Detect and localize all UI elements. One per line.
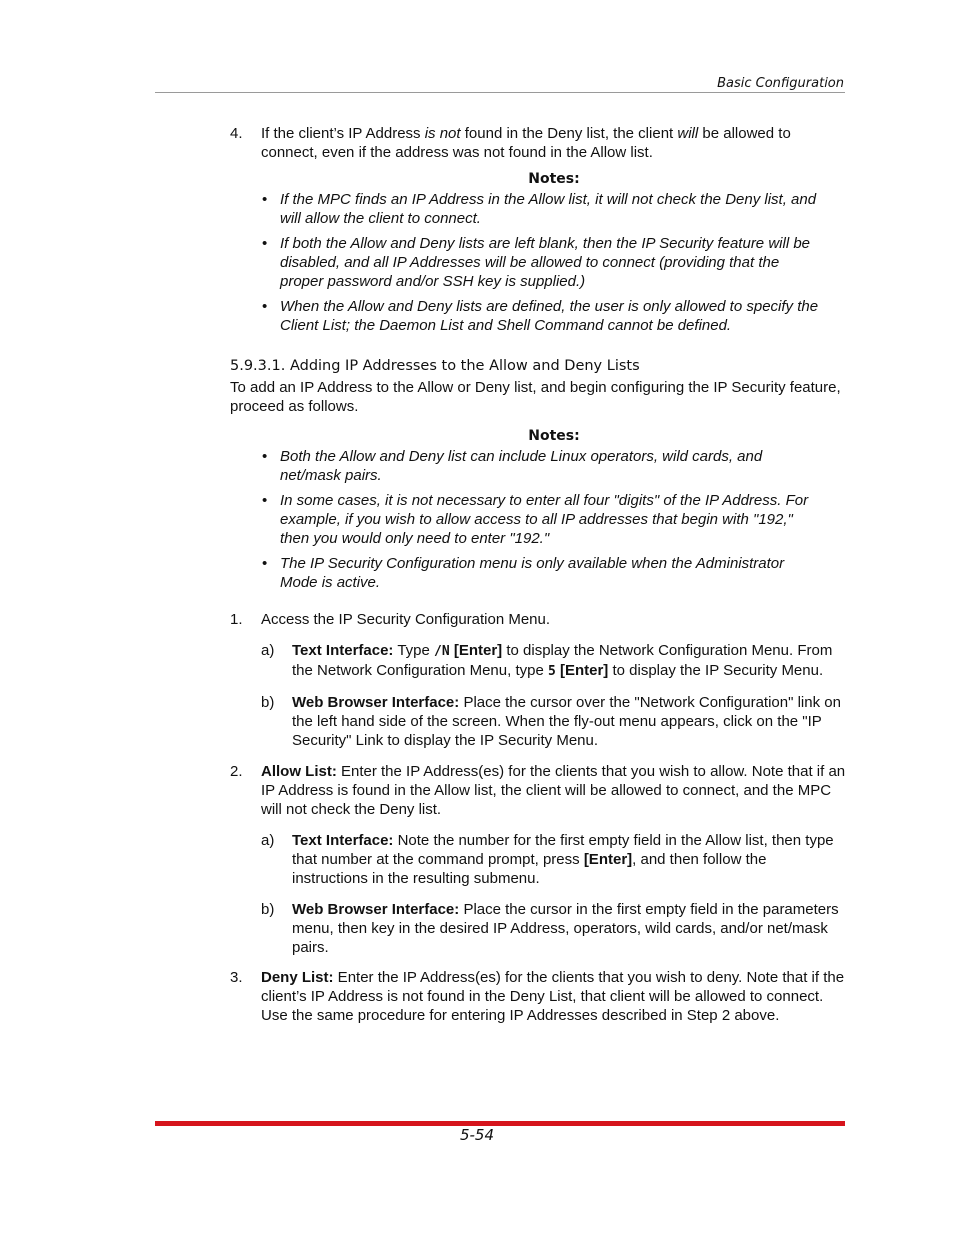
step-text: Enter the IP Address(es) for the clients that you wish to allow. Note that if an IP Address is found in the Allow list, the client will be allowed to connect, and the MPC will not check the Deny list. — [261, 763, 846, 818]
section-heading: 5.9.3.1. Adding IP Addresses to the Allow and Deny Lists — [230, 358, 640, 374]
note-text: In some cases, it is not necessary to enter all four "digits" of the IP Address. For example, if you wish to allow access to all IP addresses that begin with "192," then you would only need to enter "192." — [280, 492, 809, 547]
step-text: found in the Deny list, the client — [460, 125, 678, 142]
notes-box — [230, 170, 846, 335]
note-text: The IP Security Configuration menu is only available when the Administrator Mode is active. — [280, 555, 785, 591]
notes-title: Notes: — [528, 428, 580, 444]
note-item: • In some cases, it is not necessary to enter all four "digits" of the IP Address. For example, if you wish to allow access to all IP addresses that begin with "192," then you would only need to enter "192." — [262, 492, 809, 547]
step-1 — [230, 610, 846, 750]
step-title: Allow List: — [261, 763, 337, 780]
note-item: • Both the Allow and Deny list can include Linux operators, wild cards, and net/mask pairs. — [262, 448, 763, 484]
note-item: • If the MPC finds an IP Address in the Allow list, it will not check the Deny list, and will allow the client to connect. — [262, 191, 817, 227]
key-text: [Enter] — [583, 851, 633, 868]
command-text: /N — [434, 644, 450, 659]
substep-label: a) — [261, 832, 275, 849]
step-number: 1. — [230, 611, 243, 628]
substep-text: Type — [393, 642, 435, 659]
substep-title: Web Browser Interface: — [292, 901, 460, 918]
substep-title: Text Interface: — [292, 642, 394, 659]
note-text: When the Allow and Deny lists are defined, the user is only allowed to specify the Client List; the Daemon List and Shell Command cannot be defined. — [280, 298, 819, 334]
substep-text: Note the number for the first empty field in the Allow list, then type that number at the command prompt, press — [292, 832, 834, 868]
section-intro: To add an IP Address to the Allow or Deny list, and begin configuring the IP Security feature, proceed as follows. — [230, 379, 841, 415]
note-item: • When the Allow and Deny lists are defined, the user is only allowed to specify the Client List; the Daemon List and Shell Command cannot be defined. — [262, 298, 819, 334]
substep-title: Web Browser Interface: — [292, 694, 460, 711]
substep-text: Place the cursor in the first empty field in the parameters menu, then key in the desired IP Address, operators, wild cards, and/or net/mask pairs. — [292, 901, 839, 956]
running-header: Basic Configuration — [717, 76, 844, 91]
step-3 — [230, 968, 846, 1025]
note-text: Both the Allow and Deny list can include Linux operators, wild cards, and net/mask pairs. — [280, 448, 763, 484]
key-text: [Enter] — [449, 642, 503, 659]
step-number: 4. — [230, 125, 243, 142]
note-text: If both the Allow and Deny lists are left blank, then the IP Security feature will be disabled, and all IP Addresses will be allowed to connect (providing that the proper password and/or SSH key is supplied.) — [280, 235, 811, 290]
step-4 — [230, 124, 846, 162]
step-2 — [230, 762, 846, 957]
step-text: If the client’s IP Address — [261, 125, 425, 142]
note-text: If the MPC finds an IP Address in the Allow list, it will not check the Deny list, and will allow the client to connect. — [280, 191, 817, 227]
page-content — [230, 124, 846, 1025]
step-number: 2. — [230, 763, 243, 780]
emphasis-text: is not — [424, 125, 461, 142]
substep-a — [261, 831, 846, 888]
step-title: Deny List: — [261, 969, 334, 986]
note-item: • The IP Security Configuration menu is only available when the Administrator Mode is active. — [262, 555, 785, 591]
step-text: Enter the IP Address(es) for the clients that you wish to deny. Note that if the client’s IP Address is not found in the Deny List, that client will be allowed to connect. Use the same procedure for entering IP Addresses described in Step 2 above. — [261, 969, 845, 1024]
substep-label: a) — [261, 642, 275, 659]
notes-box — [230, 427, 846, 592]
substep-label: b) — [261, 901, 275, 918]
command-text: 5 — [547, 664, 556, 679]
notes-title: Notes: — [528, 171, 580, 187]
substep-a — [261, 641, 846, 681]
substep-text: Place the cursor over the "Network Configuration" link on the left hand side of the screen. When the fly-out menu appears, click on the "IP Security" Link to display the IP Security Menu. — [292, 694, 841, 749]
substep-title: Text Interface: — [292, 832, 394, 849]
note-item: • If both the Allow and Deny lists are left blank, then the IP Security feature will be disabled, and all IP Addresses will be allowed to connect (providing that the proper password and/or SSH key is supplied.) — [262, 235, 811, 290]
page-number: 5-54 — [459, 1126, 495, 1144]
step-number: 3. — [230, 969, 243, 986]
key-text: [Enter] — [555, 662, 609, 679]
substep-label: b) — [261, 694, 275, 711]
substep-text: to display the IP Security Menu. — [608, 662, 824, 679]
step-text: Access the IP Security Configuration Menu. — [261, 611, 551, 628]
substep-text: to display the Network Configuration Menu. From the Network Configuration Menu, type — [292, 642, 833, 679]
emphasis-text: will — [677, 125, 699, 142]
substep-text: , and then follow the instructions in the resulting submenu. — [292, 851, 767, 887]
substep-b — [261, 900, 846, 957]
header-rule — [155, 92, 845, 93]
step-text: be allowed to connect, even if the address was not found in the Allow list. — [261, 125, 791, 161]
substep-b — [261, 693, 846, 750]
